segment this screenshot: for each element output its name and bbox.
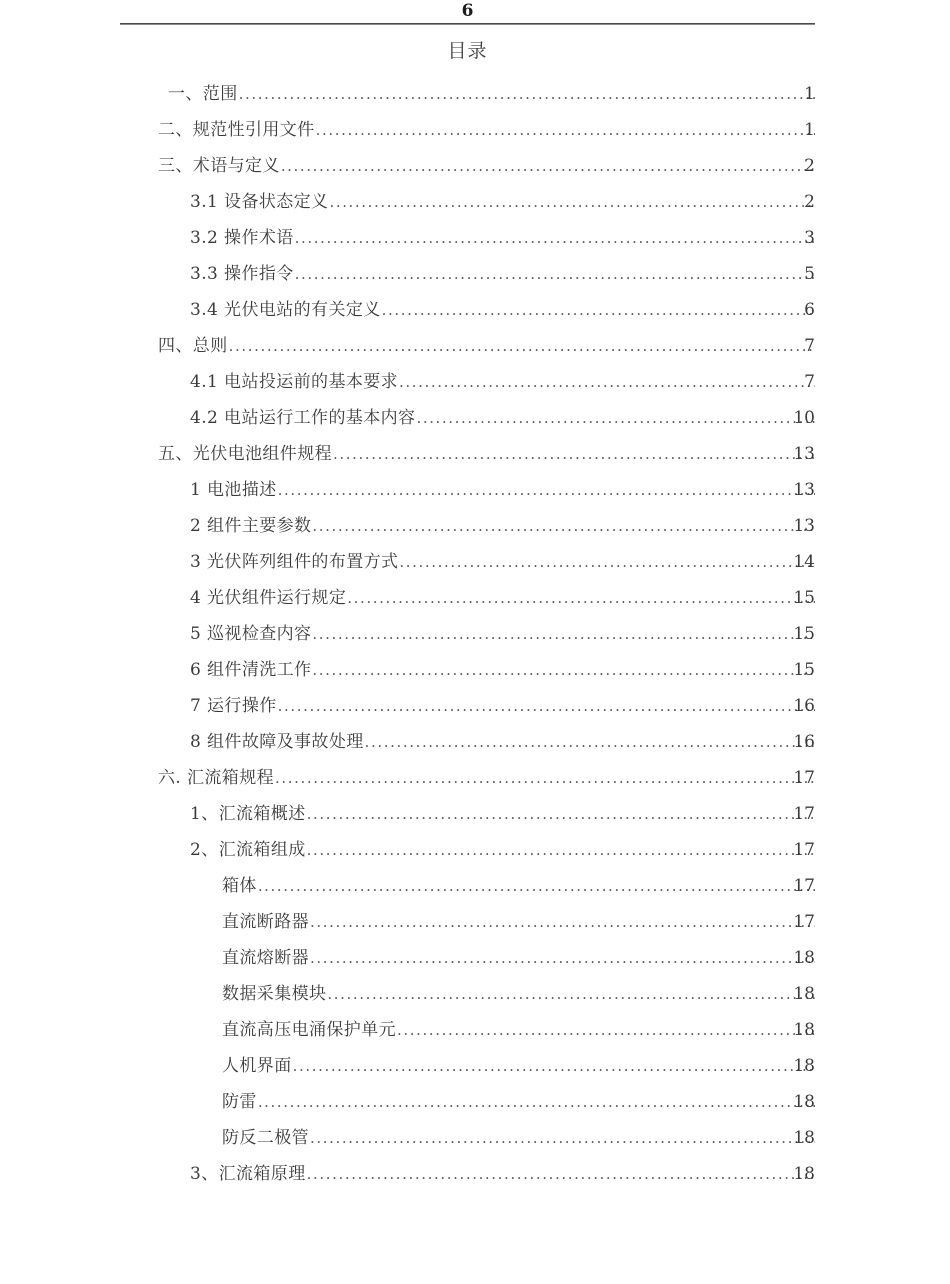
toc-dot-leader — [239, 76, 815, 112]
toc-entry[interactable] — [0, 436, 950, 472]
toc-entry[interactable] — [0, 1120, 950, 1156]
toc-entry-page-number: 17 — [793, 912, 815, 932]
toc-entry[interactable] — [0, 1048, 950, 1084]
toc-entry-page-number: 13 — [793, 516, 815, 536]
toc-dot-leader — [258, 1084, 815, 1120]
toc-entry[interactable] — [0, 1084, 950, 1120]
toc-entry-page-number: 15 — [793, 660, 815, 680]
toc-entry[interactable] — [0, 184, 950, 220]
toc-entry-page-number: 18 — [793, 1056, 815, 1076]
toc-entry-label: 3 光伏阵列组件的布置方式 — [190, 552, 399, 572]
toc-dot-leader — [312, 616, 815, 652]
toc-entry[interactable] — [0, 580, 950, 616]
toc-entry-label: 4.2 电站运行工作的基本内容 — [190, 408, 416, 428]
toc-entry-page-number: 13 — [793, 444, 815, 464]
toc-entry[interactable] — [0, 760, 950, 796]
toc-dot-leader — [278, 688, 815, 724]
header-page-number: 6 — [461, 1, 474, 21]
toc-dot-leader — [397, 1012, 815, 1048]
toc-dot-leader — [329, 184, 815, 220]
toc-entry[interactable] — [0, 508, 950, 544]
toc-entry-page-number: 18 — [793, 1128, 815, 1148]
toc-entry-label: 6 组件清洗工作 — [190, 660, 312, 680]
toc-dot-leader — [281, 148, 815, 184]
toc-dot-leader — [310, 1120, 815, 1156]
toc-entry-label: 五、光伏电池组件规程 — [158, 444, 332, 464]
toc-entry-label: 4.1 电站投运前的基本要求 — [190, 372, 399, 392]
toc-entry-label: 人机界面 — [222, 1056, 292, 1076]
toc-dot-leader — [293, 1048, 815, 1084]
toc-entry-page-number: 2 — [804, 156, 815, 176]
toc-entry-page-number: 16 — [793, 696, 815, 716]
toc-entry[interactable] — [0, 724, 950, 760]
toc-entry[interactable] — [0, 76, 950, 112]
toc-dot-leader — [347, 580, 815, 616]
toc-dot-leader — [312, 508, 815, 544]
toc-entry[interactable] — [0, 688, 950, 724]
toc-entry-label: 4 光伏组件运行规定 — [190, 588, 347, 608]
toc-entry[interactable] — [0, 472, 950, 508]
header-divider-rule — [120, 23, 815, 25]
toc-entry-label: 三、术语与定义 — [158, 156, 280, 176]
toc-entry-page-number: 1 — [804, 84, 815, 104]
toc-entry[interactable] — [0, 868, 950, 904]
toc-entry-page-number: 14 — [793, 552, 815, 572]
toc-entry-label: 5 巡视检查内容 — [190, 624, 312, 644]
toc-entry-page-number: 17 — [793, 840, 815, 860]
toc-dot-leader — [365, 724, 815, 760]
toc-entry[interactable] — [0, 400, 950, 436]
toc-entry-label: 2、汇流箱组成 — [190, 840, 306, 860]
toc-entry-page-number: 7 — [804, 372, 815, 392]
toc-entry[interactable] — [0, 112, 950, 148]
toc-entry-label: 1、汇流箱概述 — [190, 804, 306, 824]
toc-entry-page-number: 17 — [793, 876, 815, 896]
toc-entry-page-number: 17 — [793, 768, 815, 788]
toc-entry-label: 箱体 — [222, 876, 257, 896]
toc-entry[interactable] — [0, 832, 950, 868]
toc-dot-leader — [307, 1156, 815, 1192]
toc-entry-label: 3.1 设备状态定义 — [190, 192, 329, 212]
toc-entry-page-number: 1 — [804, 120, 815, 140]
toc-entry-label: 8 组件故障及事故处理 — [190, 732, 364, 752]
toc-entry-label: 二、规范性引用文件 — [158, 120, 315, 140]
toc-entry[interactable] — [0, 904, 950, 940]
toc-dot-leader — [258, 868, 815, 904]
toc-entry-label: 3.4 光伏电站的有关定义 — [190, 300, 381, 320]
page-title: 目录 — [447, 40, 488, 62]
toc-entry-label: 防雷 — [222, 1092, 257, 1112]
toc-entry[interactable] — [0, 1012, 950, 1048]
toc-entry-page-number: 18 — [793, 984, 815, 1004]
toc-dot-leader — [333, 436, 815, 472]
toc-dot-leader — [399, 544, 815, 580]
toc-dot-leader — [307, 796, 815, 832]
toc-entry-page-number: 18 — [793, 1092, 815, 1112]
toc-entry-label: 3、汇流箱原理 — [190, 1164, 306, 1184]
toc-entry-label: 六. 汇流箱规程 — [158, 768, 275, 788]
toc-entry-label: 四、总则 — [158, 336, 228, 356]
toc-entry[interactable] — [0, 544, 950, 580]
toc-entry-page-number: 16 — [793, 732, 815, 752]
toc-dot-leader — [278, 472, 815, 508]
toc-entry-page-number: 18 — [793, 1020, 815, 1040]
toc-entry[interactable] — [0, 796, 950, 832]
toc-dot-leader — [382, 292, 815, 328]
toc-entry-page-number: 15 — [793, 588, 815, 608]
toc-entry-label: 直流断路器 — [222, 912, 309, 932]
toc-dot-leader — [307, 832, 815, 868]
toc-entry-label: 直流高压电涌保护单元 — [222, 1020, 396, 1040]
toc-entry-page-number: 2 — [804, 192, 815, 212]
toc-entry-page-number: 7 — [804, 336, 815, 356]
toc-entry-label: 7 运行操作 — [190, 696, 277, 716]
toc-entry-page-number: 3 — [804, 228, 815, 248]
toc-entry-page-number: 18 — [793, 1164, 815, 1184]
toc-entry-page-number: 18 — [793, 948, 815, 968]
toc-entry[interactable] — [0, 940, 950, 976]
toc-entry-page-number: 13 — [793, 480, 815, 500]
toc-dot-leader — [295, 256, 815, 292]
toc-entry-label: 直流熔断器 — [222, 948, 309, 968]
toc-dot-leader — [327, 976, 815, 1012]
toc-entry[interactable] — [0, 364, 950, 400]
toc-dot-leader — [310, 904, 815, 940]
toc-entry-page-number: 6 — [804, 300, 815, 320]
toc-dot-leader — [312, 652, 815, 688]
toc-entry-label: 2 组件主要参数 — [190, 516, 312, 536]
toc-entry-label: 3.3 操作指令 — [190, 264, 294, 284]
page-header — [120, 0, 815, 30]
toc-dot-leader — [229, 328, 815, 364]
toc-dot-leader — [295, 220, 815, 256]
toc-entry-page-number: 15 — [793, 624, 815, 644]
toc-entry-label: 数据采集模块 — [222, 984, 327, 1004]
toc-dot-leader — [399, 364, 815, 400]
toc-entry[interactable] — [0, 328, 950, 364]
toc-entry-label: 3.2 操作术语 — [190, 228, 294, 248]
toc-entry[interactable] — [0, 220, 950, 256]
toc-entry-label: 一、范围 — [168, 84, 238, 104]
toc-entry-page-number: 10 — [793, 408, 815, 428]
toc-entry-page-number: 5 — [804, 264, 815, 284]
toc-entry[interactable] — [0, 1156, 950, 1192]
toc-dot-leader — [310, 940, 815, 976]
toc-entry-label: 防反二极管 — [222, 1128, 309, 1148]
toc-entry[interactable] — [0, 616, 950, 652]
toc-entry[interactable] — [0, 256, 950, 292]
toc-dot-leader — [316, 112, 815, 148]
toc-dot-leader — [416, 400, 815, 436]
toc-entry[interactable] — [0, 976, 950, 1012]
table-of-contents — [0, 76, 950, 1192]
toc-entry[interactable] — [0, 292, 950, 328]
toc-entry[interactable] — [0, 652, 950, 688]
toc-entry-page-number: 17 — [793, 804, 815, 824]
toc-entry[interactable] — [0, 148, 950, 184]
toc-entry-label: 1 电池描述 — [190, 480, 277, 500]
toc-dot-leader — [275, 760, 815, 796]
